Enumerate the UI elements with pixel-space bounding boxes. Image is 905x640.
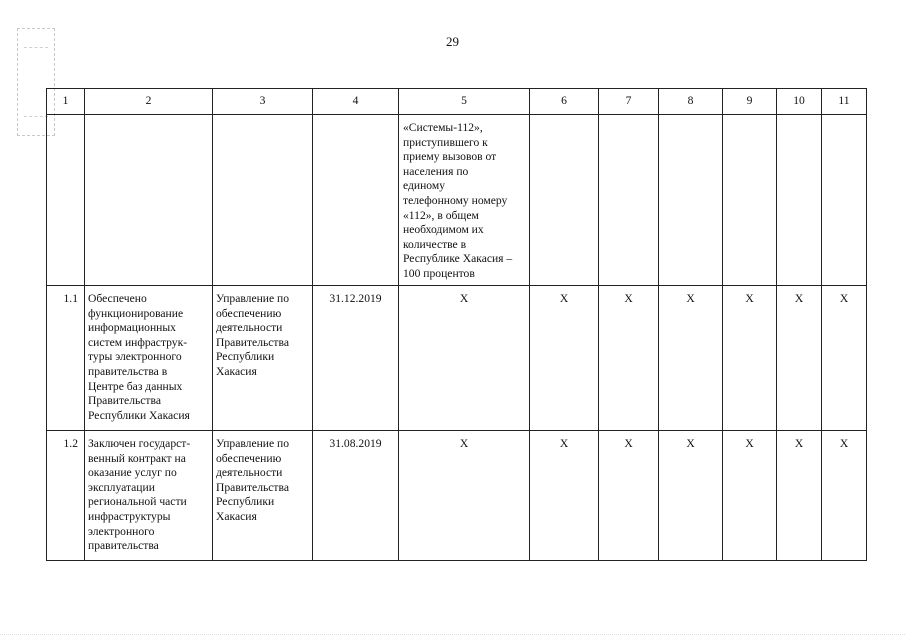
responsible-line: Управление по (216, 437, 290, 450)
responsible-line: Правительства (216, 335, 289, 349)
responsible-executor (213, 431, 313, 561)
header-col-4: 4 (313, 89, 399, 115)
header-col-10: 10 (777, 89, 822, 115)
continuation-cell-8 (659, 115, 723, 286)
mark-cell-8: X (659, 431, 723, 561)
responsible-line: Управление по (216, 292, 290, 305)
measure-line: правительства в (88, 364, 168, 378)
continuation-line: населения по (403, 164, 469, 178)
mark-cell-11: X (822, 286, 867, 431)
measure-line: электронного (88, 524, 155, 538)
continuation-cell-6 (530, 115, 599, 286)
deadline-date: 31.08.2019 (313, 431, 399, 561)
continuation-line: единому (403, 179, 446, 193)
responsible-line: деятельности (216, 466, 283, 480)
measure-line: региональной части (88, 495, 187, 509)
measure-name (85, 286, 213, 431)
header-col-7: 7 (599, 89, 659, 115)
responsible-line: Правительства (216, 480, 289, 494)
continuation-cell-10 (777, 115, 822, 286)
continuation-cell-7 (599, 115, 659, 286)
continuation-cell-9 (723, 115, 777, 286)
mark-cell-6: X (530, 431, 599, 561)
responsible-line: Хакасия (216, 509, 257, 523)
continuation-line: 100 процентов (403, 266, 475, 280)
measure-line: инфраструктуры (88, 509, 171, 523)
mark-cell-9: X (723, 286, 777, 431)
continuation-line: приступившего к (403, 135, 488, 149)
header-col-8: 8 (659, 89, 723, 115)
responsible-line: Республики (216, 495, 275, 509)
responsible-executor (213, 286, 313, 431)
mark-cell-6: X (530, 286, 599, 431)
continuation-line: приему вызовов от (403, 150, 497, 164)
measure-line: Правительства (88, 394, 161, 408)
deadline-date: 31.12.2019 (313, 286, 399, 431)
mark-cell-8: X (659, 286, 723, 431)
responsible-line: деятельности (216, 321, 283, 335)
measure-line: Республики Хакасия (88, 408, 190, 422)
measure-line: оказание услуг по (88, 466, 177, 480)
header-col-11: 11 (822, 89, 867, 115)
measure-line: эксплуатации (88, 480, 155, 494)
measure-line: венный контракт на (88, 451, 186, 465)
scan-edge (0, 634, 905, 637)
continuation-date-cell (313, 115, 399, 286)
mark-cell-5: X (399, 286, 530, 431)
measure-line: Центре баз данных (88, 379, 183, 393)
header-col-9: 9 (723, 89, 777, 115)
continuation-indicator-cell (399, 115, 530, 286)
continuation-line: «Системы-112», (403, 121, 483, 134)
mark-cell-11: X (822, 431, 867, 561)
header-col-3: 3 (213, 89, 313, 115)
row-number: 1.1 (47, 286, 85, 431)
continuation-name-cell (85, 115, 213, 286)
measure-line: туры электронного (88, 350, 182, 364)
measure-line: Обеспечено (88, 292, 147, 305)
measure-line: систем инфраструк- (88, 335, 188, 349)
measure-line: функционирование (88, 306, 184, 320)
header-col-1: 1 (47, 89, 85, 115)
responsible-line: Республики (216, 350, 275, 364)
measure-line: Заключен государст- (88, 437, 191, 450)
mark-cell-10: X (777, 286, 822, 431)
mark-cell-7: X (599, 431, 659, 561)
table-row-1-2 (47, 431, 867, 561)
mark-cell-9: X (723, 431, 777, 561)
continuation-line: количестве в (403, 237, 467, 251)
mark-cell-10: X (777, 431, 822, 561)
continuation-line: телефонному номеру (403, 193, 508, 207)
header-row (47, 89, 867, 115)
row-number: 1.2 (47, 431, 85, 561)
continuation-cell-11 (822, 115, 867, 286)
header-col-6: 6 (530, 89, 599, 115)
header-col-5: 5 (399, 89, 530, 115)
continuation-line: «112», в общем (403, 208, 479, 222)
mark-cell-5: X (399, 431, 530, 561)
table-row-1-1 (47, 286, 867, 431)
header-col-2: 2 (85, 89, 213, 115)
continuation-responsible-cell (213, 115, 313, 286)
plan-table (46, 88, 867, 561)
measure-name (85, 431, 213, 561)
mark-cell-7: X (599, 286, 659, 431)
responsible-line: обеспечению (216, 451, 282, 465)
measure-line: информационных (88, 321, 176, 335)
measure-line: правительства (88, 539, 159, 553)
page-number: 29 (446, 34, 459, 49)
continuation-num-cell (47, 115, 85, 286)
table-row-continuation (47, 115, 867, 286)
responsible-line: обеспечению (216, 306, 282, 320)
continuation-line: необходимом их (403, 223, 484, 237)
continuation-line: Республике Хакасия – (403, 252, 513, 266)
responsible-line: Хакасия (216, 364, 257, 378)
